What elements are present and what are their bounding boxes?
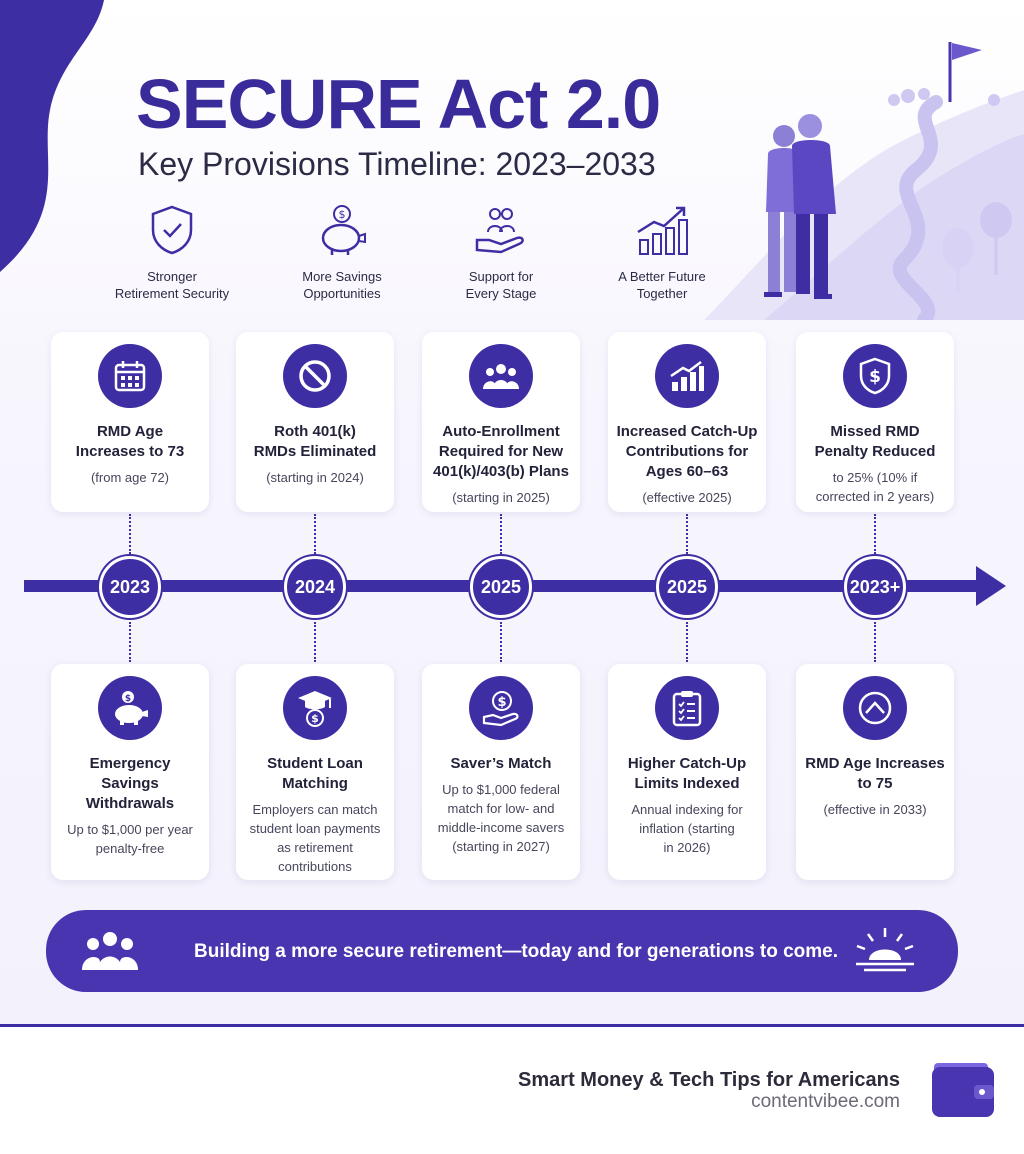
connector-top-2 <box>314 514 316 554</box>
hand-people-icon <box>473 204 529 256</box>
connector-top-5 <box>874 514 876 554</box>
provision-card-savers-match <box>422 664 580 880</box>
calendar-icon <box>98 344 162 408</box>
clipboard-icon <box>655 676 719 740</box>
card-title: Student Loan Matching <box>267 755 363 792</box>
provision-card-roth-rmd <box>236 332 394 512</box>
feature-security <box>97 204 247 302</box>
feature-label: Support for Every Stage <box>465 269 537 301</box>
connector-bottom-1 <box>129 622 131 662</box>
connector-bottom-4 <box>686 622 688 662</box>
shield-check-icon <box>148 204 196 256</box>
timeline-arrow-icon <box>976 566 1006 606</box>
card-title: Auto-Enrollment Required for New 401(k)/403(b) Plans <box>433 423 569 480</box>
prohibited-icon <box>283 344 347 408</box>
piggy-bank-icon <box>314 204 370 256</box>
svg-text:$: $ <box>869 367 881 387</box>
provision-card-catch-up <box>608 332 766 512</box>
year-marker: 2025 <box>470 556 532 618</box>
feature-savings <box>267 204 417 302</box>
svg-text:$: $ <box>338 208 346 221</box>
year-marker: 2025 <box>656 556 718 618</box>
footer <box>0 1027 1024 1154</box>
year-marker: 2024 <box>284 556 346 618</box>
card-description: (effective in 2033) <box>823 802 927 817</box>
group-icon <box>469 344 533 408</box>
card-title: Missed RMD Penalty Reduced <box>814 423 936 460</box>
dollar-shield-icon <box>843 344 907 408</box>
card-description: Up to $1,000 federal match for low- and middle-income savers (starting in 2027) <box>437 782 565 854</box>
provision-card-catch-up-indexed <box>608 664 766 880</box>
connector-top-1 <box>129 514 131 554</box>
provision-card-rmd-75 <box>796 664 954 880</box>
banner-text: Building a more secure retirement—today and for generations to come. <box>194 941 839 962</box>
card-description: (effective 2025) <box>642 490 732 505</box>
feature-support <box>426 204 576 302</box>
svg-text:$: $ <box>497 695 507 710</box>
card-description: Annual indexing for inflation (starting in 2026) <box>631 802 743 855</box>
year-marker: 2023 <box>99 556 161 618</box>
provision-card-rmd-73 <box>51 332 209 512</box>
card-title: RMD Age Increases to 73 <box>75 423 185 460</box>
feature-label: Stronger Retirement Security <box>114 269 230 301</box>
connector-top-3 <box>500 514 502 554</box>
page-subtitle: Key Provisions Timeline: 2023–2033 <box>138 146 656 182</box>
card-description: (from age 72) <box>90 470 170 485</box>
bar-growth-icon <box>655 344 719 408</box>
card-description: Up to $1,000 per year penalty-free <box>67 822 193 856</box>
feature-label: More Savings Opportunities <box>302 269 382 301</box>
footer-tagline: Smart Money & Tech Tips for Americans <box>518 1069 900 1091</box>
growth-chart-icon <box>634 204 690 256</box>
connector-top-4 <box>686 514 688 554</box>
card-description: Employers can match student loan payments as retirement contributions <box>249 802 381 874</box>
feature-future <box>587 204 737 302</box>
year-marker: 2023+ <box>844 556 906 618</box>
provision-card-rmd-penalty <box>796 332 954 512</box>
feature-label: A Better Future Together <box>618 269 706 301</box>
card-description: (starting in 2024) <box>266 470 364 485</box>
hand-coin-icon <box>469 676 533 740</box>
piggy-bank-icon <box>98 676 162 740</box>
connector-bottom-2 <box>314 622 316 662</box>
card-title: Roth 401(k) RMDs Eliminated <box>253 423 377 460</box>
sunrise-icon <box>852 926 918 976</box>
decorative-blob <box>0 0 110 275</box>
card-title: Saver’s Match <box>450 755 552 772</box>
closing-banner <box>46 910 958 992</box>
card-title: RMD Age Increases to 75 <box>805 755 945 792</box>
provision-card-auto-enroll <box>422 332 580 512</box>
card-title: Emergency Savings Withdrawals <box>85 755 175 812</box>
gauge-icon <box>843 676 907 740</box>
card-title: Increased Catch-Up Contributions for Ages 60–63 <box>616 423 758 480</box>
couple-on-hill-illustration <box>704 30 1024 320</box>
card-description: to 25% (10% if corrected in 2 years) <box>815 470 935 504</box>
connector-bottom-3 <box>500 622 502 662</box>
svg-text:$: $ <box>311 712 319 725</box>
footer-site-link[interactable]: contentvibee.com <box>751 1091 900 1112</box>
card-description: (starting in 2025) <box>452 490 550 505</box>
graduation-cap-icon <box>283 676 347 740</box>
page-title: SECURE Act 2.0 <box>136 65 661 143</box>
provision-card-emergency-savings <box>51 664 209 880</box>
svg-text:$: $ <box>124 694 132 704</box>
card-title: Higher Catch-Up Limits Indexed <box>627 755 747 792</box>
provision-card-student-loan <box>236 664 394 880</box>
wallet-icon <box>930 1061 996 1119</box>
connector-bottom-5 <box>874 622 876 662</box>
family-group-icon <box>80 930 140 972</box>
